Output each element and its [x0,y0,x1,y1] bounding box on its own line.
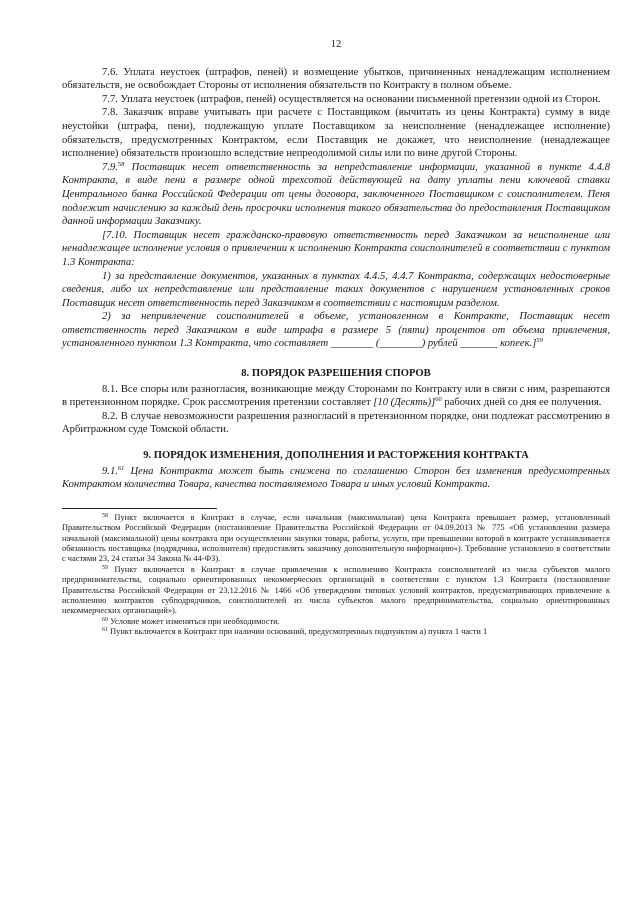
clause-text-end: рабочих дней со дня ее получения. [441,397,602,409]
footnote-ref-59[interactable]: 59 [536,337,543,345]
clause-text: 2) за непривлечение соисполнителей в объеме, установленном в Контракте, Поставщик несет ответственность перед Заказчиком в виде штрафа в размере 5 (пяти) процентов от объема привлечения, установленного пунктом 1.3 Контракта, что составляет ________ (________) рублей _______ копеек.] [62,311,610,350]
clause-number: 7.9. [102,161,118,173]
footnote-61 [62,627,610,637]
footnote-text: Пункт включается в Контракт в случае привлечения к исполнению Контракта соисполнителей из числа субъектов малого предпринимательства, социально ориентированных некоммерческих организаций в соответствии с пунктом 1.3 Контракта (постановление Правительства Российской Федерации от 23.12.2016 № 1466 «Об утверждении типовых условий контрактов, предусматривающих привлечение к исполнению контрактов субподрядчиков, соисполнителей из числа субъектов малого предпринимательства, социально ориентированных некоммерческих организаций»). [62,564,610,616]
footnote-number: 61 [102,627,108,634]
footnote-divider [62,508,217,509]
footnote-number: 60 [102,616,108,623]
paragraph-8-1 [62,383,610,410]
paragraph-7-10-item-2 [62,310,610,351]
paragraph-9-1 [62,465,610,492]
clause-text: Цена Контракта может быть снижена по соглашению Сторон без изменения предусмотренных Контрактом количества Товара, качества поставляемого Товара и иных условий Контракта. [62,465,610,491]
paragraph-7-10-item-1: 1) за представление документов, указанных в пунктах 4.4.5, 4.4.7 Контракта, содержащих недостоверные сведения, либо их непредставление или представление таких документов с нарушением установленных сроков Поставщик несет ответственность перед Заказчиком в соответствии с настоящим разделом. [62,270,610,309]
footnote-ref-60[interactable]: 60 [435,396,442,404]
footnote-text: Условие может изменяться при необходимости. [108,616,280,626]
paragraph-8-2: 8.2. В случае невозможности разрешения разногласий в претензионном порядке, они подлежат рассмотрению в Арбитражном суде Томской области. [62,410,610,436]
clause-number: 9.1. [102,465,118,477]
page-number: 12 [330,39,342,50]
footnote-text: Пункт включается в Контракт в случае, если начальная (максимальная) цена Контракта превышает размер, установленный Правительством Российской Федерации (постановление Правительства Российской Федерации от 04.09.2013 № 775 «Об установлении размера начальной (максимальной) цены контракта при осуществлении закупки товара, работы, услуги, при превышении которой в контракте устанавливается обязанность поставщика (подрядчика, исполнителя) предоставлять заказчику дополнительную информацию»). Требование установлено в соответствии с частями 23, 24 статьи 34 Закона № 44-ФЗ). [62,512,610,564]
footnote-ref-61[interactable]: 61 [117,464,125,472]
period-value: [10 (Десять)] [373,397,436,409]
paragraph-7-10: [7.10. Поставщик несет гражданско-правовую ответственность перед Заказчиком за неисполнение или ненадлежащее исполнение условия о привлечении к исполнению Контракта соисполнителей в соответствии с пунктом 1.3 Контракта: [62,229,610,268]
paragraph-7-6: 7.6. Уплата неустоек (штрафов, пеней) и возмещение убытков, причиненных ненадлежащим исполнением обязательств, не освобождает Стороны от исполнения обязательств по Контракту в полном объеме. [62,66,610,92]
footnote-59 [62,565,610,617]
footnote-number: 58 [102,512,108,519]
footnote-60 [62,617,610,627]
clause-text: Поставщик несет ответственность за непредставление информации, указанной в пункте 4.4.8 Контракта, в виде пени в размере одной трехсотой действующей на дату уплаты пени ключевой ставки Центрального банка Российской Федерации от цены договора, заключенного Поставщиком с соисполнителем. Пеня подлежит начислению за каждый день просрочки исполнения такого обязательства до предоставления Поставщиком данной информации Заказчику. [62,161,610,228]
footnote-58 [62,513,610,565]
footnote-text: Пункт включается в Контракт при наличии оснований, предусмотренных подпунктом а) пункта 1 части 1 [108,627,488,637]
section-9-heading: 9. ПОРЯДОК ИЗМЕНЕНИЯ, ДОПОЛНЕНИЯ И РАСТОРЖЕНИЯ КОНТРАКТА [143,450,529,462]
footnote-number: 59 [102,564,108,571]
section-8-heading: 8. ПОРЯДОК РАЗРЕШЕНИЯ СПОРОВ [241,368,431,380]
paragraph-7-7: 7.7. Уплата неустоек (штрафов, пеней) осуществляется на основании письменной претензии одной из Сторон. [102,93,601,105]
footnote-ref-58[interactable]: 58 [117,160,125,168]
paragraph-7-8: 7.8. Заказчик вправе учитывать при расчете с Поставщиком (вычитать из цены Контракта) сумму в виде неустойки (штрафа, пени), подлежащую уплате Поставщиком за неисполнение (ненадлежащее исполнение) обязательств, предусмотренных Контрактом, если Поставщик не докажет, что неисполнение (ненадлежащее исполнение) обязательств произошло вследствие непреодолимой силы или по вине другой Стороны. [62,107,610,160]
clause-text: 8.1. Все споры или разногласия, возникающие между Сторонами по Контракту или в связи с ним, разрешаются в претензионном порядке. Срок рассмотрения претензии составляет [62,383,610,409]
paragraph-7-9 [62,161,610,229]
